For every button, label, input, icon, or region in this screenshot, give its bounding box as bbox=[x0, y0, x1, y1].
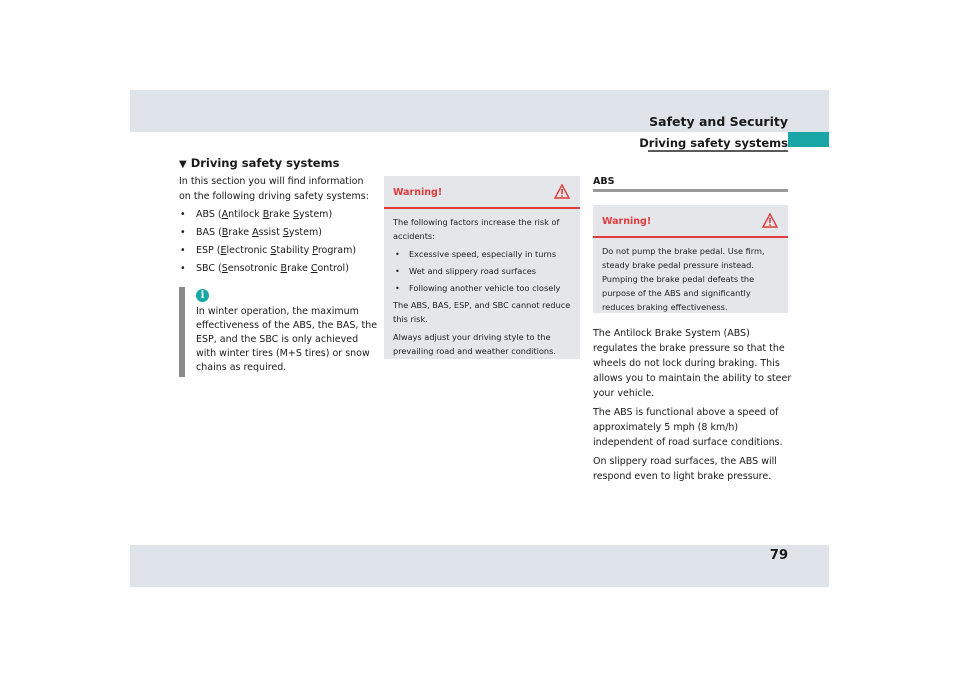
bullet-icon: • bbox=[180, 227, 186, 238]
section-underline bbox=[648, 150, 788, 152]
warning-label: Warning! bbox=[602, 216, 652, 227]
bullet-icon: • bbox=[180, 245, 186, 256]
abs-title: ABS bbox=[593, 176, 615, 187]
section-title: Driving safety systems bbox=[639, 136, 788, 150]
warning-list bbox=[393, 247, 573, 295]
warning-body bbox=[384, 209, 580, 368]
system-item: • ESP (Electronic Stability Program) bbox=[180, 245, 357, 256]
warning-list-item: • Excessive speed, especially in turns bbox=[395, 249, 557, 259]
warning-box-accidents bbox=[384, 176, 580, 359]
heading-text: Driving safety systems bbox=[190, 156, 340, 170]
warning-header bbox=[384, 176, 580, 209]
footer-band bbox=[130, 545, 829, 587]
warning-header bbox=[593, 205, 788, 238]
abs-body bbox=[593, 326, 793, 488]
warning-para: The ABS, BAS, ESP, and SBC cannot reduce this risk. bbox=[393, 300, 571, 324]
intro-column bbox=[179, 174, 374, 279]
info-note-text: In winter operation, the maximum effectiveness of the ABS, the BAS, the ESP, and the SBC is only achieved with winter tires (M+S tires) or snow chains as required. bbox=[196, 306, 378, 373]
abs-paragraph: On slippery road surfaces, the ABS will respond even to light brake pressure. bbox=[593, 456, 777, 482]
warning-box-abs bbox=[593, 205, 788, 313]
systems-list bbox=[179, 207, 374, 276]
section-heading bbox=[179, 156, 339, 170]
chapter-tab-marker bbox=[788, 132, 829, 147]
warning-label: Warning! bbox=[393, 187, 443, 198]
abs-title-rule bbox=[593, 189, 788, 192]
abs-paragraph: The ABS is functional above a speed of approximately 5 mph (8 km/h) independent of road surface conditions. bbox=[593, 407, 783, 448]
warning-para: Always adjust your driving style to the prevailing road and weather conditions. bbox=[393, 332, 556, 356]
system-item: • BAS (Brake Assist System) bbox=[180, 227, 322, 238]
abs-paragraph: The Antilock Brake System (ABS) regulates the brake pressure so that the wheels do not lock during braking. This allows you to maintain the ability to steer your vehicle. bbox=[593, 328, 792, 399]
chapter-title: Safety and Security bbox=[649, 114, 788, 129]
warning-intro: The following factors increase the risk of accidents: bbox=[393, 217, 560, 241]
bullet-icon: • bbox=[395, 249, 400, 259]
bullet-icon: • bbox=[395, 266, 400, 276]
warning-triangle-icon bbox=[554, 184, 570, 199]
warning-list-item: • Following another vehicle too closely bbox=[395, 283, 561, 293]
warning-triangle-icon bbox=[762, 213, 778, 228]
bullet-icon: • bbox=[180, 263, 186, 274]
heading-triangle-icon: ▼ bbox=[179, 159, 187, 170]
info-icon: i bbox=[196, 289, 209, 302]
intro-text: In this section you will find information on the following driving safety systems: bbox=[179, 176, 369, 202]
warning-list-item: • Wet and slippery road surfaces bbox=[395, 266, 537, 276]
bullet-icon: • bbox=[180, 209, 186, 220]
bullet-icon: • bbox=[395, 283, 400, 293]
system-item: • SBC (Sensotronic Brake Control) bbox=[180, 263, 349, 274]
warning-text: Do not pump the brake pedal. Use firm, steady brake pedal pressure instead. Pumping the brake pedal defeats the purpose of the ABS and significantly reduces braking effectiveness. bbox=[602, 246, 765, 312]
system-item: • ABS (Antilock Brake System) bbox=[180, 209, 333, 220]
warning-body bbox=[593, 238, 788, 324]
page-number: 79 bbox=[769, 548, 788, 563]
info-sidebar bbox=[179, 287, 185, 377]
